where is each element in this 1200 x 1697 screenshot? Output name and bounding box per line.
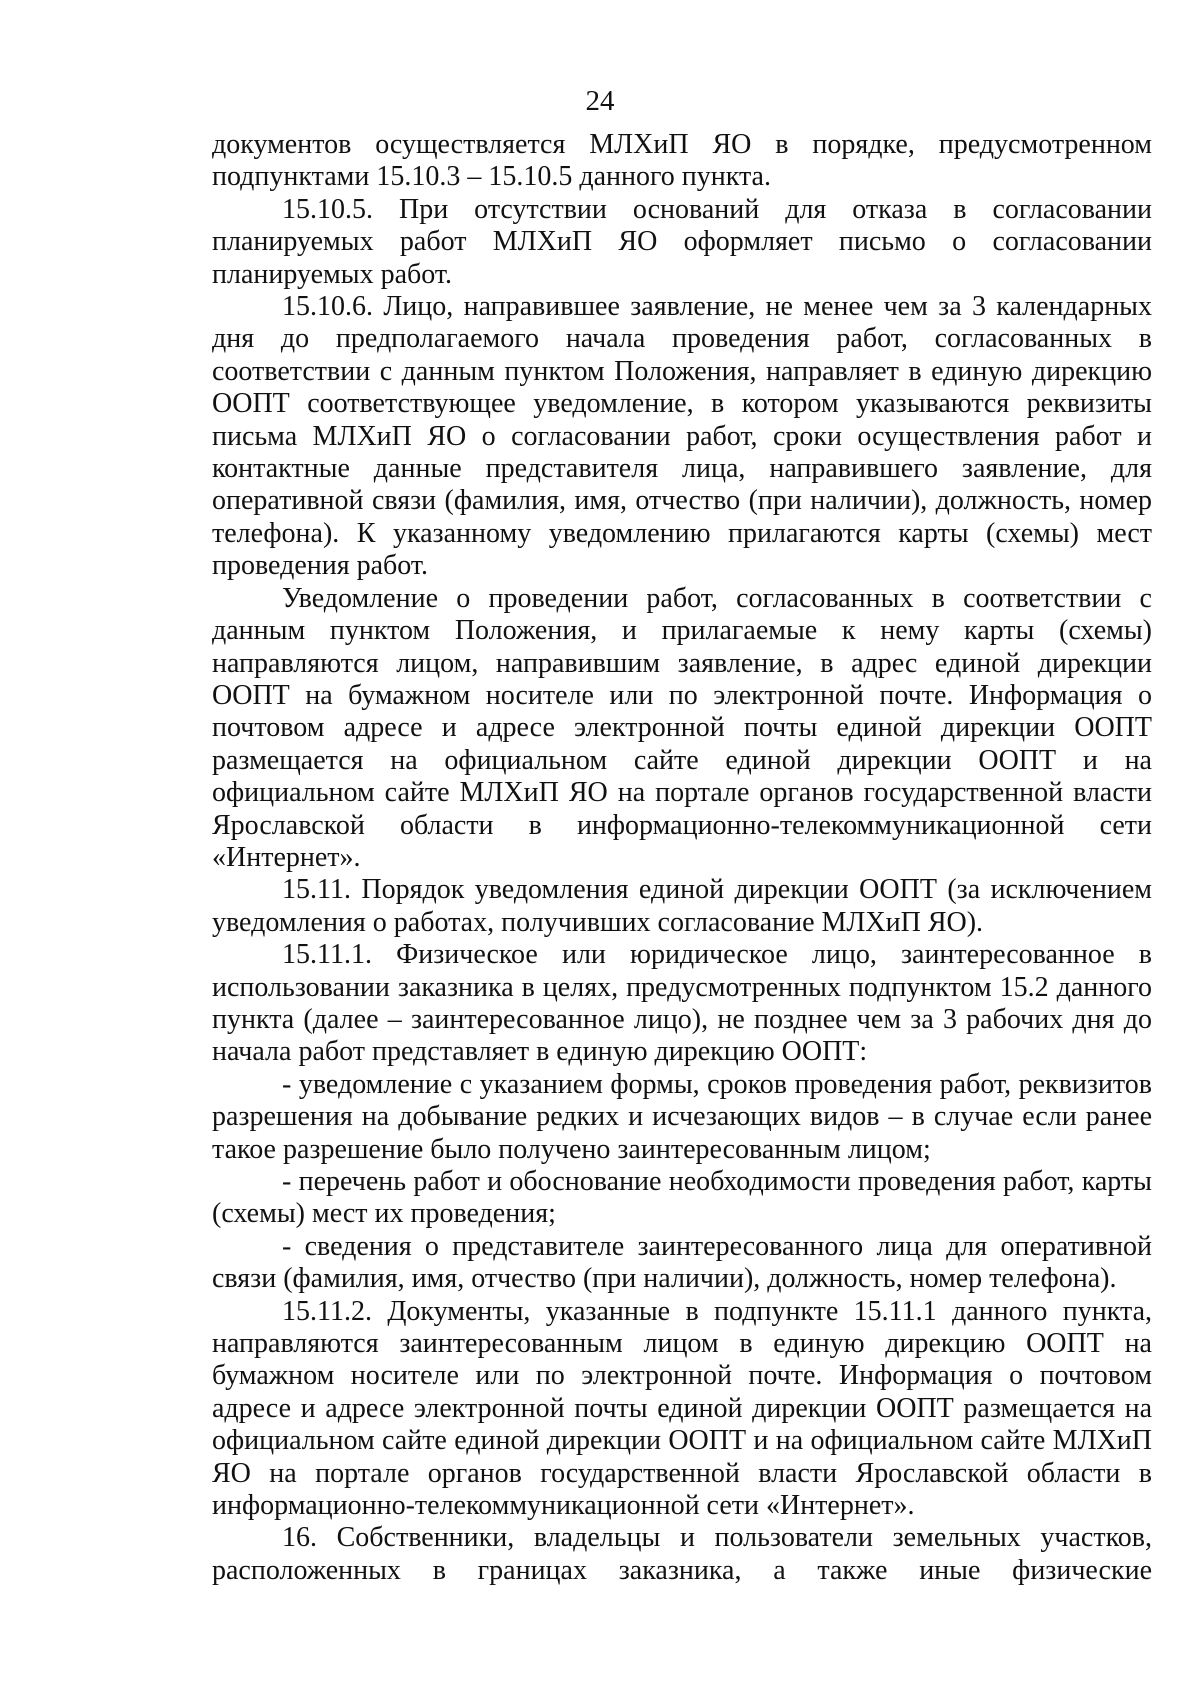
paragraph-15-11-1: 15.11.1. Физическое или юридическое лицо, заинтересованное в использовании заказника в целях, предусмотренных подпунктом 15.2 данного пункта (далее – заинтересованное лицо), не позднее чем за 3 рабочих дня до начала работ представляет в единую дирекцию ООПТ: [212, 939, 1152, 1068]
list-item-works-list: - перечень работ и обоснование необходимости проведения работ, карты (схемы) мест их проведения; [212, 1166, 1152, 1230]
document-body [212, 129, 1152, 1587]
list-item-representative: - сведения о представителе заинтересованного лица для оперативной связи (фамилия, имя, отчество (при наличии), должность, номер телефона). [212, 1230, 1152, 1295]
paragraph-continuation: документов осуществляется МЛХиП ЯО в порядке, предусмотренном подпунктами 15.10.3 – 15.10.5 данного пункта. [212, 129, 1152, 193]
paragraph-16: 16. Собственники, владельцы и пользователи земельных участков, расположенных в границах заказника, а также иные физические [212, 1522, 1152, 1586]
paragraph-15-10-6: 15.10.6. Лицо, направившее заявление, не менее чем за 3 календарных дня до предполагаемого начала проведения работ, согласованных в соответствии с данным пунктом Положения, направляет в единую дирекцию ООПТ соответствующее уведомление, в котором указываются реквизиты письма МЛХиП ЯО о согласовании работ, сроки осуществления работ и контактные данные представителя лица, направившего заявление, для оперативной связи (фамилия, имя, отчество (при наличии), должность, номер телефона). К указанному уведомлению прилагаются карты (схемы) мест проведения работ. [212, 291, 1152, 582]
list-item-notification: - уведомление с указанием формы, сроков проведения работ, реквизитов разрешения на добывание редких и исчезающих видов – в случае если ранее такое разрешение было получено заинтересованным лицом; [212, 1068, 1152, 1165]
paragraph-notification: Уведомление о проведении работ, согласованных в соответствии с данным пунктом Положения, и прилагаемые к нему карты (схемы) направляются лицом, направившим заявление, в адрес единой дирекции ООПТ на бумажном носителе или по электронной почте. Информация о почтовом адресе и адресе электронной почты единой дирекции ООПТ размещается на официальном сайте единой дирекции ООПТ и на официальном сайте МЛХиП ЯО на портале органов государственной власти Ярославской области в информационно-телекоммуникационной сети «Интернет». [212, 582, 1152, 873]
paragraph-15-11-2: 15.11.2. Документы, указанные в подпункте 15.11.1 данного пункта, направляются заинтересованным лицом в единую дирекцию ООПТ на бумажном носителе или по электронной почте. Информация о почтовом адресе и адресе электронной почты единой дирекции ООПТ размещается на официальном сайте единой дирекции ООПТ и на официальном сайте МЛХиП ЯО на портале органов государственной власти Ярославской области в информационно-телекоммуникационной сети «Интернет». [212, 1295, 1152, 1522]
paragraph-15-10-5: 15.10.5. При отсутствии оснований для отказа в согласовании планируемых работ МЛХиП ЯО оформляет письмо о согласовании планируемых работ. [212, 193, 1152, 290]
paragraph-15-11: 15.11. Порядок уведомления единой дирекции ООПТ (за исключением уведомления о работах, получивших согласование МЛХиП ЯО). [212, 874, 1152, 938]
page-number: 24 [585, 85, 615, 117]
